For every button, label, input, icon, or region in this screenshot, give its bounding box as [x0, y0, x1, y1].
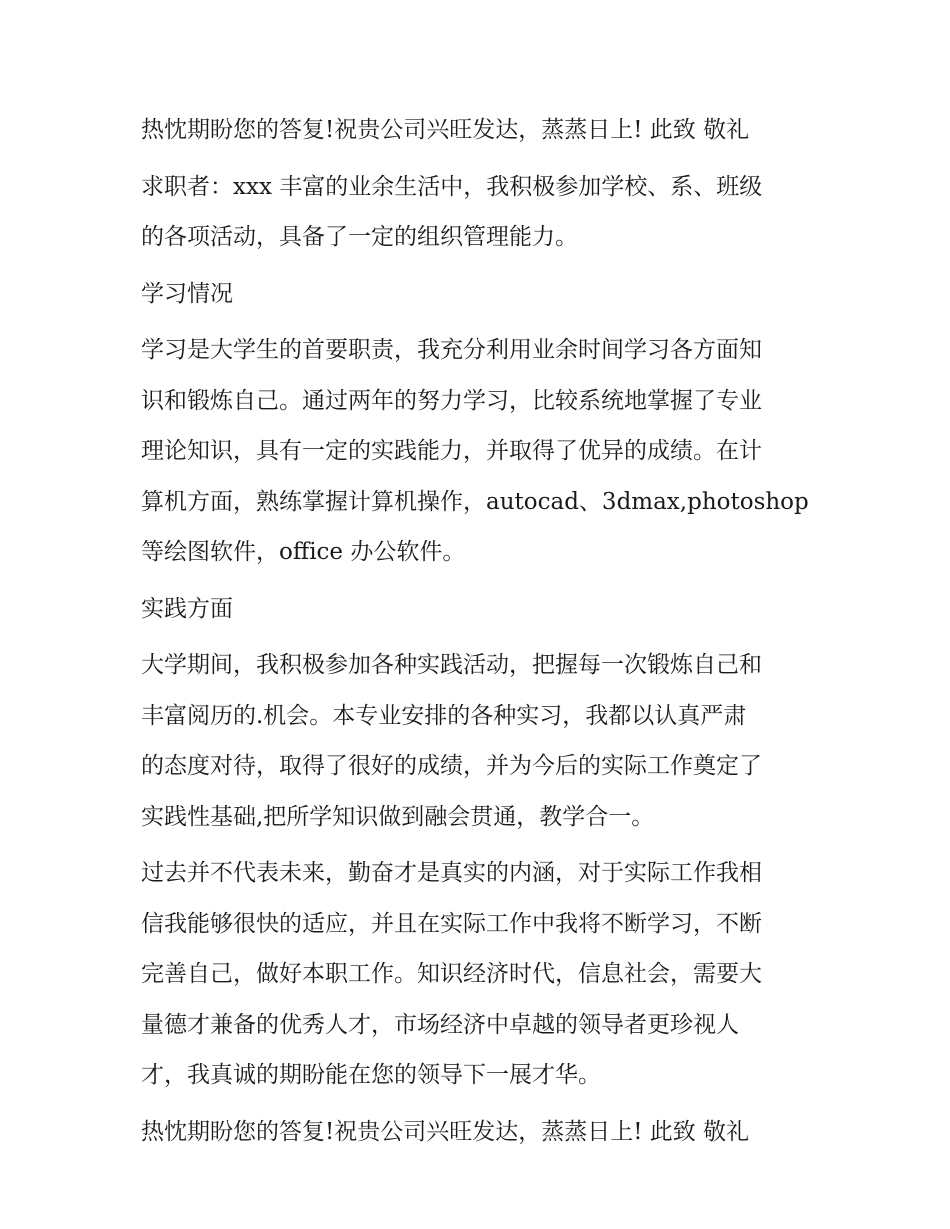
text-line: 的态度对待，取得了很好的成绩，并为今后的实际工作奠定了: [141, 753, 762, 779]
text-line: 识和锻炼自己。通过两年的努力学习，比较系统地掌握了专业: [141, 387, 762, 414]
section-heading-practice: [141, 584, 821, 635]
extracurricular-paragraph: [141, 162, 821, 263]
closing-paragraph-bottom: [141, 1107, 821, 1158]
closing-paragraph-top: [141, 105, 821, 156]
future-paragraph: [141, 848, 821, 1101]
text-line: 学习情况: [141, 280, 233, 307]
text-line: 完善自己，做好本职工作。知识经济时代，信息社会，需要大: [141, 961, 762, 987]
document-body: [141, 105, 821, 1163]
practice-paragraph: [141, 640, 821, 842]
section-heading-study: [141, 269, 821, 320]
study-paragraph: [141, 325, 821, 578]
text-line: 学习是大学生的首要职责，我充分利用业余时间学习各方面知: [141, 337, 762, 363]
text-line: 信我能够很快的适应，并且在实际工作中我将不断学习，不断: [141, 910, 762, 937]
text-line: 大学期间，我积极参加各种实践活动，把握每一次锻炼自己和: [141, 652, 762, 678]
text-line: 实践性基础,把所学知识做到融会贯通，教学合一。: [141, 803, 655, 830]
text-line: 热忱期盼您的答复!祝贵公司兴旺发达，蒸蒸日上! 此致 敬礼: [141, 1118, 750, 1145]
text-line: 实践方面: [141, 595, 233, 622]
text-line: 过去并不代表未来，勤奋才是真实的内涵，对于实际工作我相: [141, 860, 762, 886]
text-line: 的各项活动，具备了一定的组织管理能力。: [141, 224, 578, 250]
text-line: 丰富阅历的.机会。本专业安排的各种实习，我都以认真严肃: [141, 702, 747, 729]
text-line: 理论知识，具有一定的实践能力，并取得了优异的成绩。在计: [141, 438, 762, 464]
text-line: 求职者：xxx 丰富的业余生活中，我积极参加学校、系、班级: [141, 173, 763, 200]
text-line: 量德才兼备的优秀人才，市场经济中卓越的领导者更珍视人: [141, 1011, 739, 1038]
text-line: 热忱期盼您的答复!祝贵公司兴旺发达，蒸蒸日上! 此致 敬礼: [141, 117, 750, 143]
text-line: 才，我真诚的期盼能在您的领导下一展才华。: [141, 1062, 601, 1088]
text-line: 等绘图软件，office 办公软件。: [141, 539, 466, 565]
text-line: 算机方面，熟练掌握计算机操作，autocad、3dmax,photoshop: [141, 488, 809, 515]
